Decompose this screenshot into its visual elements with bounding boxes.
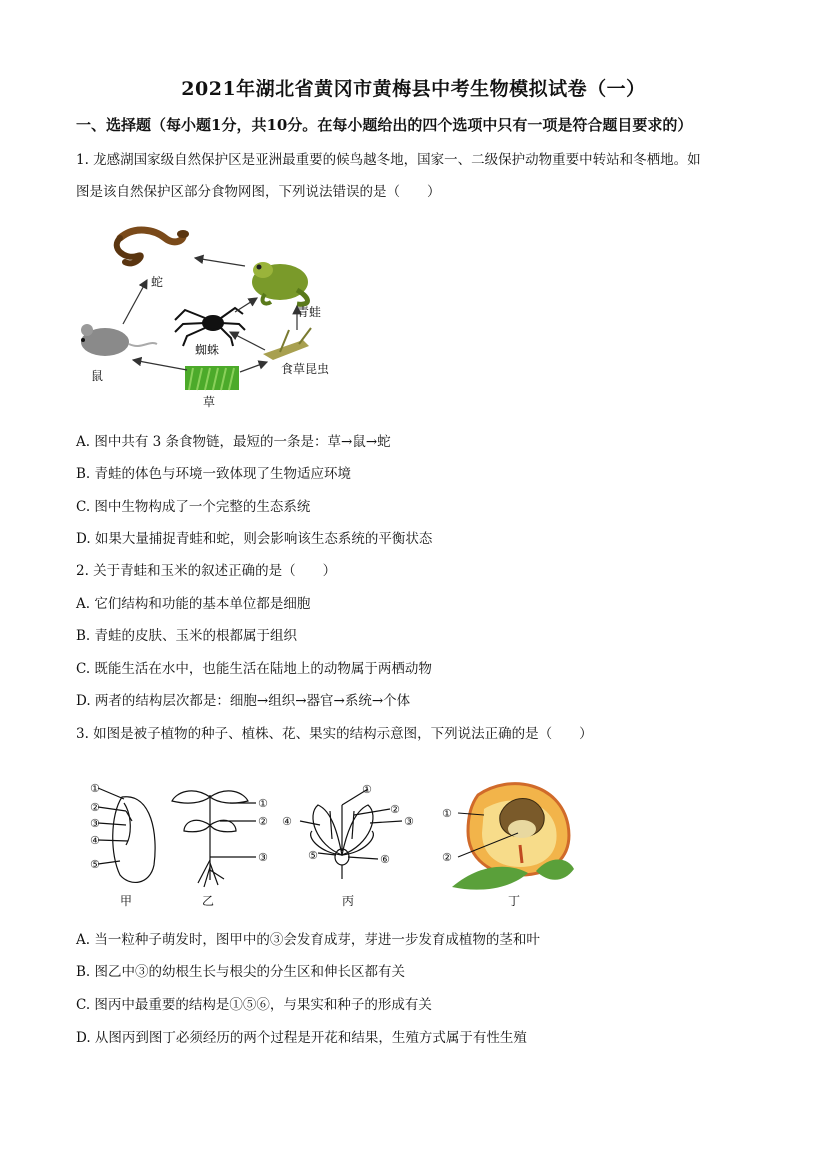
- label-mouse: 鼠: [91, 369, 104, 383]
- seed-num-4: ④: [90, 834, 100, 847]
- plant-structure-figure: [80, 775, 580, 915]
- fruit-num-2: ②: [442, 851, 452, 864]
- label-ding: 丁: [508, 894, 521, 908]
- label-jia: 甲: [120, 894, 133, 908]
- label-bing: 丙: [342, 894, 355, 908]
- plant-diagram: [172, 791, 256, 887]
- q3-option-c: C. 图丙中最重要的结构是①⑤⑥，与果实和种子的形成有关: [76, 997, 432, 1013]
- fruit-diagram: [452, 784, 574, 890]
- insect-image: [263, 328, 311, 360]
- flower-num-3: ③: [404, 815, 414, 828]
- food-web-figure: [75, 220, 365, 415]
- grass-image: [185, 366, 239, 390]
- q1-option-c: C. 图中生物构成了一个完整的生态系统: [76, 499, 311, 515]
- label-yi: 乙: [202, 894, 215, 908]
- fruit-num-1: ①: [442, 807, 452, 820]
- seed-num-2: ②: [90, 801, 100, 814]
- q3-stem: 3. 如图是被子植物的种子、植株、花、果实的结构示意图，下列说法正确的是（ ）: [76, 726, 593, 742]
- label-grass: 草: [203, 395, 216, 409]
- q2-option-c: C. 既能生活在水中，也能生活在陆地上的动物属于两栖动物: [76, 661, 432, 677]
- q3-option-b: B. 图乙中③的幼根生长与根尖的分生区和伸长区都有关: [76, 964, 406, 980]
- plant-num-2: ②: [258, 815, 268, 828]
- flower-num-4: ④: [282, 815, 292, 828]
- flower-num-6: ⑥: [380, 853, 390, 866]
- section-heading: 一、选择题（每小题1分，共10分。在每小题给出的四个选项中只有一项是符合题目要求的）: [76, 116, 693, 134]
- q2-stem: 2. 关于青蛙和玉米的叙述正确的是（ ）: [76, 563, 337, 579]
- q2-option-a: A. 它们结构和功能的基本单位都是细胞: [76, 596, 311, 612]
- q2-option-b: B. 青蛙的皮肤、玉米的根都属于组织: [76, 628, 298, 644]
- page-title: 2021年湖北省黄冈市黄梅县中考生物模拟试卷（一）: [181, 78, 646, 100]
- mouse-image: [81, 324, 157, 356]
- seed-diagram: [98, 788, 155, 882]
- frog-image: [252, 262, 308, 304]
- q2-option-d: D. 两者的结构层次都是：细胞→组织→器官→系统→个体: [76, 693, 411, 709]
- flower-num-5: ⑤: [308, 849, 318, 862]
- snake-image: [117, 230, 189, 263]
- label-snake: 蛇: [151, 275, 164, 289]
- q1-option-b: B. 青蛙的体色与环境一致体现了生物适应环境: [76, 466, 352, 482]
- q3-option-a: A. 当一粒种子萌发时，图甲中的③会发育成芽，芽进一步发育成植物的茎和叶: [76, 932, 540, 948]
- q3-option-d: D. 从图丙到图丁必须经历的两个过程是开花和结果，生殖方式属于有性生殖: [76, 1030, 527, 1046]
- seed-num-5: ⑤: [90, 858, 100, 871]
- label-insect: 食草昆虫: [281, 362, 330, 376]
- seed-num-1: ①: [90, 782, 100, 795]
- q1-option-d: D. 如果大量捕捉青蛙和蛇，则会影响该生态系统的平衡状态: [76, 531, 433, 547]
- spider-image: [175, 308, 245, 346]
- flower-num-1: ①: [362, 783, 372, 796]
- plant-num-3: ③: [258, 851, 268, 864]
- flower-num-2: ②: [390, 803, 400, 816]
- label-spider: 蜘蛛: [195, 343, 220, 357]
- plant-num-1: ①: [258, 797, 268, 810]
- label-frog: 青蛙: [297, 305, 322, 319]
- q1-stem-line1: 1. 龙感湖国家级自然保护区是亚洲最重要的候鸟越冬地，国家一、二级保护动物重要中转站和冬栖地。如: [76, 152, 701, 168]
- seed-num-3: ③: [90, 817, 100, 830]
- q1-option-a: A. 图中共有 3 条食物链，最短的一条是：草→鼠→蛇: [76, 434, 391, 450]
- q1-stem-line2: 图是该自然保护区部分食物网图，下列说法错误的是（ ）: [76, 184, 441, 200]
